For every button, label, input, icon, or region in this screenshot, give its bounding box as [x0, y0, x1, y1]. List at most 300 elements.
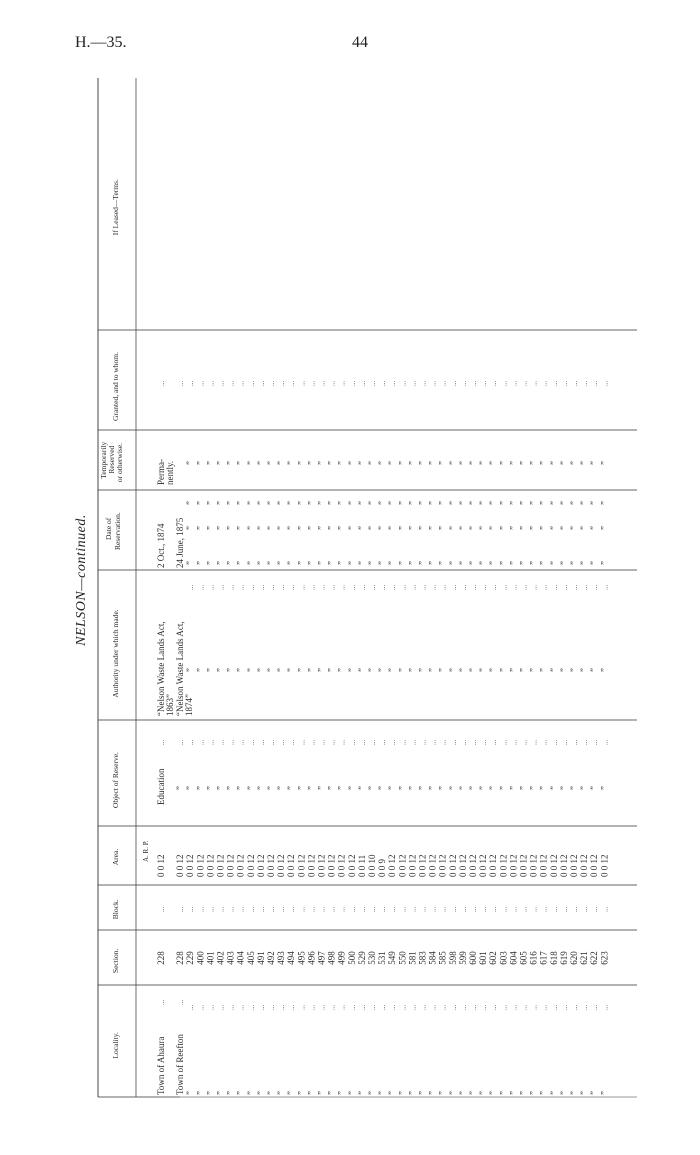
leader-dots: ... — [480, 739, 489, 745]
cell-date: ” — [478, 526, 489, 530]
leader-dots: ... — [379, 739, 388, 745]
leader-dots: ... — [288, 739, 297, 745]
cell-granted: ... — [470, 380, 478, 386]
page-reference: H.—35. — [75, 34, 127, 51]
header-temporarily: Temporarily — [99, 441, 108, 479]
cell-block: ... — [308, 906, 317, 912]
cell-date: ” — [579, 501, 590, 505]
cell-block: ... — [288, 906, 297, 912]
cell-authority: ” — [579, 668, 590, 672]
cell-date: ” — [488, 561, 499, 565]
cell-object: ” — [478, 786, 489, 790]
cell-object: ” — [255, 786, 266, 790]
cell-authority: ” — [488, 668, 499, 672]
cell-granted: ... — [591, 380, 600, 386]
cell-object: ” — [235, 786, 246, 790]
cell-date: ” — [569, 561, 579, 565]
cell-granted: ... — [278, 380, 287, 386]
cell-section: 494 — [286, 951, 297, 965]
leader-dots: ... — [247, 584, 256, 590]
cell-section: 619 — [558, 951, 569, 965]
cell-date: ” — [579, 561, 590, 565]
cell-date: ” — [235, 501, 246, 505]
cell-area: 0 0 12 — [407, 854, 418, 877]
cell-block: ... — [257, 906, 266, 912]
cell-date: ” — [407, 526, 418, 530]
cell-block: ... — [318, 906, 327, 912]
cell-temporarily: ” — [276, 461, 287, 465]
cell-area: 0 0 12 — [326, 854, 337, 877]
cell-block: ... — [591, 906, 600, 912]
leader-dots: ... — [207, 1004, 216, 1010]
cell-area: 0 0 12 — [235, 854, 246, 877]
header-granted: Granted, and to whom. — [111, 351, 120, 421]
cell-section: 620 — [569, 951, 579, 965]
cell-object: ” — [488, 786, 499, 790]
leader-dots: ... — [358, 1004, 367, 1010]
cell-temporarily: ” — [296, 461, 307, 465]
cell-section: 229 — [185, 951, 196, 965]
cell-date: ” — [457, 501, 468, 505]
leader-dots: ... — [581, 584, 590, 590]
cell-date: ” — [548, 526, 559, 530]
leader-dots: ... — [197, 1004, 206, 1010]
cell-temporarily: ” — [387, 461, 398, 465]
cell-granted: ... — [358, 380, 367, 386]
cell-section: 550 — [397, 951, 408, 965]
cell-temporarily: ” — [266, 461, 276, 465]
leader-dots: ... — [439, 1004, 448, 1010]
cell-granted: ... — [449, 380, 458, 386]
leader-dots: ... — [419, 584, 428, 590]
leader-dots: ... — [399, 739, 408, 745]
cell-date: ” — [518, 501, 529, 505]
cell-date: ” — [468, 561, 478, 565]
cell-date: ” — [195, 526, 206, 530]
cell-block: ... — [490, 906, 499, 912]
cell-locality: ” — [548, 1091, 559, 1095]
cell-authority: ” — [245, 668, 256, 672]
cell-granted: ... — [500, 380, 509, 386]
leader-dots: ... — [530, 584, 539, 590]
cell-date: ” — [397, 501, 408, 505]
cell-block: ... — [298, 906, 307, 912]
cell-area: 0 0 12 — [437, 854, 448, 877]
cell-locality: ” — [498, 1091, 509, 1095]
leader-dots: ... — [550, 584, 559, 590]
cell-area: 0 0 12 — [468, 854, 478, 877]
cell-date: ” — [266, 526, 276, 530]
cell-object: ” — [558, 786, 569, 790]
cell-granted: ... — [571, 380, 579, 386]
cell-section: 404 — [235, 951, 246, 965]
cell-section: 530 — [367, 951, 377, 965]
cell-object: ” — [437, 786, 448, 790]
cell-granted: ... — [318, 380, 327, 386]
cell-section: 605 — [518, 951, 529, 965]
cell-granted: ... — [459, 380, 468, 386]
cell-locality: ” — [316, 1091, 327, 1095]
cell-temporarily: ” — [407, 461, 418, 465]
cell-object: ” — [346, 786, 357, 790]
cell-date: ” — [255, 526, 266, 530]
leader-dots: ... — [268, 1004, 276, 1010]
cell-date: ” — [518, 561, 529, 565]
cell-area: 0 0 11 — [356, 854, 367, 877]
leader-dots: ... — [520, 584, 529, 590]
cell-date: ” — [387, 561, 398, 565]
cell-locality: ” — [245, 1091, 256, 1095]
cell-date: ” — [296, 501, 307, 505]
header-leased: If Leased—Terms. — [111, 179, 120, 236]
cell-object: ” — [518, 786, 529, 790]
cell-date: ” — [589, 501, 600, 505]
cell-date: ” — [346, 501, 357, 505]
cell-date: ” — [437, 561, 448, 565]
cell-area: 0 0 12 — [548, 854, 559, 877]
cell-section: 496 — [306, 951, 317, 965]
leader-dots: ... — [348, 739, 357, 745]
cell-temporarily: ” — [468, 461, 478, 465]
cell-section: 616 — [528, 951, 539, 965]
leader-dots: ... — [278, 1004, 287, 1010]
leader-dots: ... — [419, 1004, 428, 1010]
cell-section: 600 — [468, 951, 478, 965]
cell-date: ” — [286, 501, 297, 505]
cell-granted: ... — [257, 380, 266, 386]
leader-dots: ... — [399, 1004, 408, 1010]
leader-dots: ... — [288, 1004, 297, 1010]
cell-authority: ” — [569, 668, 579, 672]
cell-temporarily: ” — [286, 461, 297, 465]
leader-dots: ... — [298, 584, 307, 590]
cell-area: 0 0 12 — [488, 854, 499, 877]
leader-dots: ... — [158, 999, 166, 1005]
cell-date: ” — [185, 526, 196, 530]
cell-area: 0 0 9 — [377, 859, 388, 877]
cell-section: 623 — [599, 951, 610, 965]
leader-dots: ... — [409, 739, 418, 745]
leader-dots: ... — [510, 584, 519, 590]
cell-object: ” — [286, 786, 297, 790]
leader-dots: ... — [358, 584, 367, 590]
leader-dots: ... — [449, 1004, 458, 1010]
cell-granted: ... — [227, 380, 236, 386]
cell-locality: ” — [457, 1091, 468, 1095]
cell-granted: ... — [197, 380, 206, 386]
cell-date: ” — [579, 526, 590, 530]
cell-date: ” — [457, 561, 468, 565]
cell-authority: ” — [276, 668, 287, 672]
leader-dots: ... — [187, 584, 196, 590]
cell-block: ... — [158, 906, 166, 912]
leader-dots: ... — [379, 1004, 388, 1010]
leader-dots: ... — [257, 584, 266, 590]
leader-dots: ... — [328, 739, 337, 745]
cell-locality: ” — [346, 1091, 357, 1095]
cell-date: ” — [255, 501, 266, 505]
cell-temporarily: ” — [417, 461, 428, 465]
cell-temporarily: ” — [205, 461, 216, 465]
cell-date: ” — [488, 501, 499, 505]
leader-dots: ... — [217, 739, 226, 745]
cell-object: ” — [548, 786, 559, 790]
cell-date: ” — [457, 526, 468, 530]
cell-date: ” — [336, 561, 347, 565]
leader-dots: ... — [257, 739, 266, 745]
cell-date: ” — [306, 561, 317, 565]
cell-locality: ” — [266, 1091, 276, 1095]
cell-temporarily: ” — [478, 461, 489, 465]
cell-date: ” — [508, 526, 519, 530]
cell-section: 495 — [296, 951, 307, 965]
leader-dots: ... — [480, 1004, 489, 1010]
leader-dots: ... — [540, 739, 549, 745]
cell-object: ” — [225, 786, 236, 790]
leader-dots: ... — [490, 739, 499, 745]
cell-block: ... — [328, 906, 337, 912]
cell-locality: ” — [397, 1091, 408, 1095]
cell-authority: ” — [427, 668, 438, 672]
cell-date: ” — [205, 501, 216, 505]
cell-section: 599 — [457, 951, 468, 965]
cell-date: ” — [387, 526, 398, 530]
cell-object: ” — [245, 786, 256, 790]
cell-area: 0 0 12 — [528, 854, 539, 877]
cell-section: 621 — [579, 951, 590, 965]
cell-area: 0 0 12 — [457, 854, 468, 877]
cell-temporarily: ” — [427, 461, 438, 465]
leader-dots: ... — [237, 584, 246, 590]
header-temporarily: Reserved — [107, 445, 116, 474]
cell-object: ” — [447, 786, 458, 790]
cell-granted: ... — [399, 380, 408, 386]
leader-dots: ... — [429, 739, 438, 745]
cell-date: ” — [417, 501, 428, 505]
cell-section: 401 — [205, 951, 216, 965]
leader-dots: ... — [338, 739, 347, 745]
leader-dots: ... — [369, 739, 377, 745]
cell-date: ” — [296, 526, 307, 530]
cell-locality: ” — [488, 1091, 499, 1095]
cell-locality: ” — [215, 1091, 226, 1095]
cell-section: 618 — [548, 951, 559, 965]
cell-date: ” — [215, 561, 226, 565]
cell-object: ” — [195, 786, 206, 790]
cell-area: 0 0 12 — [156, 854, 166, 877]
cell-locality: ” — [538, 1091, 549, 1095]
cell-section: 228 — [156, 951, 166, 965]
cell-temporarily: ” — [326, 461, 337, 465]
cell-authority: ” — [255, 668, 266, 672]
cell-granted: ... — [510, 380, 519, 386]
cell-section: 604 — [508, 951, 519, 965]
cell-date: ” — [276, 526, 287, 530]
cell-granted: ... — [268, 380, 276, 386]
leader-dots: ... — [560, 584, 569, 590]
cell-temporarily: ” — [316, 461, 327, 465]
cell-locality: ” — [508, 1091, 519, 1095]
cell-block: ... — [358, 906, 367, 912]
cell-date: ” — [508, 501, 519, 505]
cell-object: ” — [528, 786, 539, 790]
cell-granted: ... — [288, 380, 297, 386]
cell-object: Education — [156, 768, 166, 805]
cell-object: ” — [457, 786, 468, 790]
cell-date: ” — [367, 526, 377, 530]
cell-object: ” — [387, 786, 398, 790]
cell-locality: Town of Reefton — [175, 1034, 186, 1095]
header-temporarily: or otherwise. — [115, 442, 124, 483]
cell-object: ” — [266, 786, 276, 790]
cell-area: 0 0 12 — [266, 854, 276, 877]
cell-locality: ” — [447, 1091, 458, 1095]
cell-authority: ” — [356, 668, 367, 672]
leader-dots: ... — [278, 739, 287, 745]
cell-temporarily: ” — [457, 461, 468, 465]
cell-date: ” — [447, 561, 458, 565]
cell-section: 529 — [356, 951, 367, 965]
cell-area: 0 0 12 — [478, 854, 489, 877]
cell-granted: ... — [439, 380, 448, 386]
cell-temporarily: ” — [518, 461, 529, 465]
cell-area: 0 0 12 — [185, 854, 196, 877]
leader-dots: ... — [298, 739, 307, 745]
cell-section: 602 — [488, 951, 499, 965]
leader-dots: ... — [399, 584, 408, 590]
cell-date: ” — [589, 526, 600, 530]
leader-dots: ... — [227, 1004, 236, 1010]
cell-authority: ” — [387, 668, 398, 672]
leader-dots: ... — [419, 739, 428, 745]
cell-block: ... — [419, 906, 428, 912]
leader-dots: ... — [338, 1004, 347, 1010]
cell-block: ... — [348, 906, 357, 912]
cell-date: ” — [407, 561, 418, 565]
cell-date: ” — [276, 501, 287, 505]
cell-locality: ” — [225, 1091, 236, 1095]
cell-section: 585 — [437, 951, 448, 965]
leader-dots: ... — [449, 584, 458, 590]
cell-object: ” — [569, 786, 579, 790]
cell-date: ” — [356, 561, 367, 565]
leader-dots: ... — [158, 739, 166, 745]
header-authority: Authority under which made. — [111, 609, 120, 698]
leader-dots: ... — [500, 739, 509, 745]
cell-area: 0 0 12 — [387, 854, 398, 877]
cell-temporarily: ” — [579, 461, 590, 465]
leader-dots: ... — [581, 1004, 590, 1010]
cell-locality: ” — [599, 1091, 610, 1095]
cell-object: ” — [185, 786, 196, 790]
cell-block: ... — [510, 906, 519, 912]
cell-date: ” — [558, 501, 569, 505]
cell-date: ” — [427, 501, 438, 505]
cell-date: ” — [316, 501, 327, 505]
leader-dots: ... — [530, 1004, 539, 1010]
leader-dots: ... — [217, 584, 226, 590]
cell-date: ” — [235, 526, 246, 530]
leader-dots: ... — [540, 1004, 549, 1010]
cell-authority: ” — [417, 668, 428, 672]
cell-date: ” — [538, 561, 549, 565]
cell-locality: ” — [518, 1091, 529, 1095]
cell-block: ... — [338, 906, 347, 912]
cell-block: ... — [399, 906, 408, 912]
cell-date: ” — [225, 526, 236, 530]
cell-date: ” — [498, 526, 509, 530]
cell-locality: ” — [185, 1091, 196, 1095]
cell-granted: ... — [490, 380, 499, 386]
cell-authority: ” — [225, 668, 236, 672]
cell-date: ” — [528, 526, 539, 530]
leader-dots: ... — [560, 1004, 569, 1010]
cell-date: ” — [518, 526, 529, 530]
cell-object: ” — [468, 786, 478, 790]
cell-authority: 1874” — [184, 694, 195, 716]
leader-dots: ... — [187, 1004, 196, 1010]
cell-locality: ” — [558, 1091, 569, 1095]
cell-date: ” — [195, 561, 206, 565]
cell-temporarily: ” — [346, 461, 357, 465]
cell-section: 405 — [245, 951, 256, 965]
cell-object: ” — [427, 786, 438, 790]
cell-locality: ” — [326, 1091, 337, 1095]
cell-temporarily: ” — [599, 461, 610, 465]
leader-dots: ... — [591, 739, 600, 745]
cell-date: ” — [478, 561, 489, 565]
leader-dots: ... — [318, 739, 327, 745]
cell-date: ” — [346, 526, 357, 530]
cell-block: ... — [560, 906, 569, 912]
cell-granted: ... — [530, 380, 539, 386]
cell-date: ” — [377, 501, 388, 505]
cell-authority: ” — [397, 668, 408, 672]
cell-block: ... — [470, 906, 478, 912]
leader-dots: ... — [247, 739, 256, 745]
cell-object: ” — [407, 786, 418, 790]
leader-dots: ... — [288, 584, 297, 590]
cell-date: ” — [266, 561, 276, 565]
cell-date: ” — [266, 501, 276, 505]
cell-authority: ” — [235, 668, 246, 672]
cell-block: ... — [530, 906, 539, 912]
leader-dots: ... — [429, 1004, 438, 1010]
cell-granted: ... — [158, 380, 166, 386]
cell-area: 0 0 12 — [316, 854, 327, 877]
leader-dots: ... — [520, 1004, 529, 1010]
cell-temporarily: ” — [447, 461, 458, 465]
cell-temporarily: ” — [538, 461, 549, 465]
cell-authority: ” — [286, 668, 297, 672]
cell-section: 617 — [538, 951, 549, 965]
cell-section: 549 — [387, 951, 398, 965]
cell-locality: ” — [336, 1091, 347, 1095]
cell-date: ” — [336, 501, 347, 505]
cell-date: ” — [185, 561, 196, 565]
cell-date: ” — [498, 501, 509, 505]
cell-authority: ” — [326, 668, 337, 672]
cell-block: ... — [550, 906, 559, 912]
leader-dots: ... — [217, 1004, 226, 1010]
cell-object: ” — [367, 786, 377, 790]
cell-date: ” — [245, 501, 256, 505]
cell-area: 0 0 12 — [255, 854, 266, 877]
cell-granted: ... — [369, 380, 377, 386]
cell-date: ” — [417, 561, 428, 565]
cell-date: ” — [397, 526, 408, 530]
leader-dots: ... — [470, 739, 478, 745]
